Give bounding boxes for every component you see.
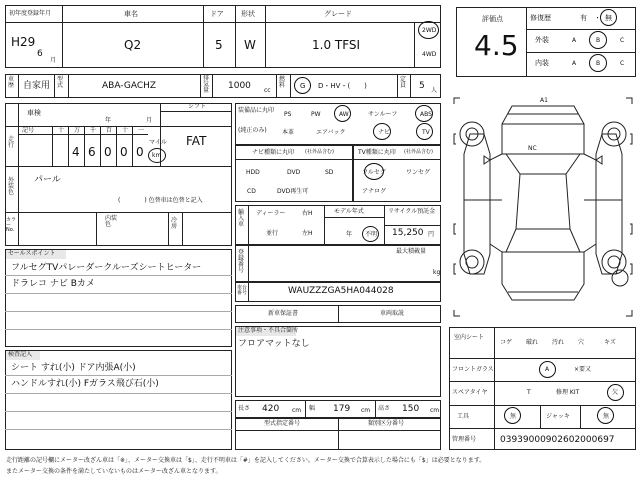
mileage-note-label: 記号: [22, 127, 35, 134]
footer-note-2: またメーター交換の条件を満たしていないものはメーター改ざん車となります。: [6, 468, 222, 475]
mile-label: マイル: [149, 139, 167, 146]
h-tools: 工具: [457, 413, 470, 420]
h-interior-seat: 室内シート: [454, 334, 485, 341]
h-repair-history: 修復歴: [530, 14, 551, 22]
equip-navi: ナビ: [378, 129, 391, 136]
h-color-no: カラーNo.: [6, 217, 17, 233]
footer-note-1: 走行距離の記号欄にメーター改ざん車は「※」、メーター交換車は「$」、走行不明車は「#」を記入してください。メーター交換で合算表示した場合にも「$」は必要となります。: [6, 457, 486, 464]
circle-fuel-gas: [294, 77, 311, 94]
int-b: B: [596, 60, 601, 67]
spare-tire-t: T: [527, 389, 531, 396]
displacement-unit: cc: [264, 87, 271, 94]
circle-km: [148, 148, 166, 163]
h-jack: ジャッキ: [546, 413, 570, 420]
km-label: km: [152, 152, 162, 159]
equip-aw: AW: [339, 111, 349, 118]
height-unit: cm: [430, 407, 440, 414]
navi-dvd-play: DVD再生可: [277, 188, 309, 195]
h-grade: グレード: [324, 10, 352, 18]
h-reg-date: 初年度登録年月: [9, 10, 52, 17]
owner-manual: 車両取説: [380, 310, 405, 317]
import-right: 右H: [302, 210, 313, 217]
navi-dvd: DVD: [287, 169, 301, 176]
h-max-load: 最大積載量: [396, 248, 427, 255]
equipment-subtitle: (純正のみ): [238, 127, 267, 134]
h-width: 幅: [309, 405, 316, 412]
h-plate: 登録番号: [238, 249, 245, 274]
h-length: 長さ: [238, 405, 251, 412]
usage: 自家用: [23, 81, 51, 91]
new-car-warranty: 新車保証書: [268, 310, 299, 317]
circle-2wd: [418, 21, 439, 39]
navi-title-note: (社外品含む): [305, 149, 334, 155]
equip-airbag: エアバック: [316, 129, 346, 136]
h-model: 型式: [57, 76, 64, 89]
color-note: ( ) 色替車は色替と記入: [118, 197, 203, 204]
displacement: 1000: [228, 81, 251, 91]
front-glass-a: A: [545, 366, 550, 373]
equip-pw: PW: [311, 111, 321, 118]
circle-abs: [415, 105, 433, 122]
circle-front-glass-a: [539, 361, 556, 378]
spare-tire-kit: 修理 KIT: [556, 389, 580, 396]
equip-sunroof: サンルーフ: [368, 111, 398, 118]
max-load-unit: kg: [433, 269, 441, 276]
height-value: 150: [402, 404, 420, 414]
h-import: 輸入車: [238, 209, 245, 228]
notes-box: [235, 326, 441, 397]
equip-leather: 本革: [282, 129, 295, 136]
model-year-unknown: 不明: [365, 231, 378, 238]
h-car-name: 車名: [124, 10, 138, 18]
seat-condition-item: 汚れ: [552, 339, 565, 346]
h-interior-color: 内装色: [105, 215, 118, 228]
h-type-designation: 型式指定番号: [264, 420, 301, 427]
seat-condition-item: キズ: [604, 339, 616, 346]
width-unit: cm: [361, 407, 371, 414]
mileage-unit-label: 万: [74, 127, 81, 134]
opt-2wd: 2WD: [422, 27, 437, 34]
car-name: Q2: [124, 38, 142, 52]
h-shape: 形状: [241, 10, 255, 18]
equipment-title: 装備品に丸印: [238, 107, 275, 114]
import-left: 左H: [302, 230, 313, 237]
model-year-suffix: 年: [346, 231, 353, 238]
inspector-line2: ハンドルすれ(小) Fガラス飛び石(小): [11, 379, 159, 389]
tools-value: 無: [510, 413, 517, 420]
mileage-unit-label: 十: [122, 127, 129, 134]
circle-int-b: [589, 54, 607, 72]
circle-tv: [416, 123, 433, 140]
equip-ps: PS: [284, 111, 292, 118]
circle-ext-b: [589, 31, 607, 49]
grade: 1.0 TFSI: [312, 38, 361, 52]
equip-abs: ABS: [420, 111, 432, 118]
sales-point-line2: ドラレコ ナビ Bカメ: [11, 279, 95, 289]
tv-oneseg: ワンセグ: [406, 169, 431, 176]
model-code: ABA-GACHZ: [102, 81, 157, 91]
score-value: 4.5: [474, 29, 519, 62]
repair-ari: 有: [580, 14, 587, 22]
navi-title: ナビ種類に丸印: [252, 149, 295, 156]
ext-c: C: [620, 37, 625, 44]
inspector-line1: シート すれ(小) ドア内張A(小): [11, 363, 136, 373]
recycle-amount: 15,250: [392, 228, 424, 238]
mileage-unit-label: 一: [138, 127, 145, 134]
h-usage: 車歴: [8, 76, 15, 89]
seat-condition-item: コゲ: [500, 339, 513, 346]
body-shape: W: [244, 38, 256, 52]
h-exterior: 外装: [535, 36, 549, 44]
shaken-year: 年: [105, 117, 112, 124]
navi-cd: CD: [247, 188, 256, 195]
import-parallel: 並行: [266, 230, 279, 237]
repair-sep: ・: [594, 14, 601, 22]
h-management-no: 管理番号: [452, 436, 477, 443]
score-label: 評価点: [482, 15, 503, 23]
diagram-mark-nc: NC: [528, 145, 537, 152]
navi-sd: SD: [325, 169, 334, 176]
int-c: C: [620, 60, 625, 67]
management-no: 03939000902602000697: [500, 435, 615, 445]
car-damage-diagram: [450, 94, 636, 320]
tv-analog: アナログ: [362, 188, 387, 195]
h-door: ドア: [210, 10, 224, 18]
h-sales-point: セールスポイント: [8, 250, 56, 257]
import-dealer: ディーラー: [256, 210, 286, 217]
h-fuel: 燃料: [279, 76, 286, 89]
tv-fullseg: フルセグ: [362, 169, 386, 176]
int-a: A: [572, 60, 577, 67]
fuel-gas: G: [300, 82, 306, 90]
width-value: 179: [333, 404, 351, 414]
circle-aw: [334, 105, 351, 122]
ext-b: B: [596, 37, 601, 44]
mileage-unit-label: 十: [58, 127, 65, 134]
sales-point-line1: フルセグTVパレーダークルーズシートヒーター: [11, 263, 202, 273]
shaken-month: 月: [146, 117, 153, 124]
length-unit: cm: [292, 407, 302, 414]
h-inspector: 検査記入: [8, 351, 33, 358]
h-displacement: 排気量: [203, 75, 210, 94]
capacity-unit: 人: [431, 87, 438, 94]
navi-hdd: HDD: [246, 169, 260, 176]
reg-month: 6: [37, 49, 43, 59]
h-vin: 車台番号: [237, 285, 248, 296]
circle-spare-none: [607, 384, 624, 401]
vin-value: WAUZZZGA5HA044028: [288, 286, 394, 296]
mileage-unit-label: 千: [90, 127, 97, 134]
reg-year: H29: [11, 35, 36, 49]
seat-condition-item: 穴: [578, 339, 585, 346]
front-glass-x: ×要又: [574, 366, 592, 373]
ext-a: A: [572, 37, 577, 44]
h-notes: 注意事項・不具合箇所: [238, 327, 299, 334]
opt-4wd: 4WD: [422, 51, 437, 58]
seat-condition-item: 破れ: [526, 339, 539, 346]
mileage-digit: 0: [120, 145, 128, 159]
h-spare-tire: スペアタイヤ: [452, 389, 488, 396]
h-color: 外装色: [8, 177, 15, 196]
circle-jack: [597, 407, 614, 424]
spare-tire-none: 欠: [612, 389, 619, 396]
circle-fullseg: [364, 163, 384, 180]
tv-title-note: (社外品含む): [404, 149, 433, 155]
mileage-digit: 6: [88, 145, 96, 159]
door-count: 5: [215, 38, 223, 52]
h-shift: シフト: [188, 103, 207, 110]
h-model-year: モデル年式: [334, 208, 364, 215]
circle-tools: [504, 407, 521, 424]
h-aircon: 冷房: [171, 217, 178, 230]
shift-type: FAT: [186, 134, 207, 148]
h-shaken: 車検: [27, 109, 41, 117]
jack-value: 無: [603, 413, 610, 420]
equip-tv: TV: [422, 129, 430, 136]
h-recycle: リサイクル預託金: [388, 208, 436, 215]
h-class-number: 類別区分番号: [368, 420, 405, 427]
h-height: 高さ: [378, 405, 391, 412]
h-capacity: 定員: [400, 76, 407, 89]
circle-repair-nashi: [600, 9, 617, 26]
capacity: 5: [419, 81, 425, 91]
mileage-digit: 4: [72, 145, 80, 159]
color-value: パール: [34, 175, 61, 185]
repair-nashi: 無: [605, 14, 612, 22]
h-interior: 内装: [535, 59, 549, 67]
mileage-unit-label: 百: [106, 127, 113, 134]
circle-unknown: [362, 226, 379, 242]
tv-title: TV種類に丸印: [358, 149, 396, 156]
mileage-digit: 0: [136, 145, 144, 159]
reg-month-suffix: 月: [50, 57, 57, 64]
diagram-mark-a1: A1: [540, 97, 548, 104]
mileage-digit: 0: [104, 145, 112, 159]
fuel-others: D・HV・( ): [318, 82, 367, 90]
h-front-glass: フロントガラス: [452, 366, 494, 373]
notes-value: フロアマットなし: [238, 339, 310, 349]
h-mileage: 走行: [8, 136, 15, 149]
length-value: 420: [262, 404, 280, 414]
recycle-unit: 円: [428, 231, 435, 238]
registration-row: [5, 74, 441, 98]
circle-navi: [373, 123, 391, 140]
